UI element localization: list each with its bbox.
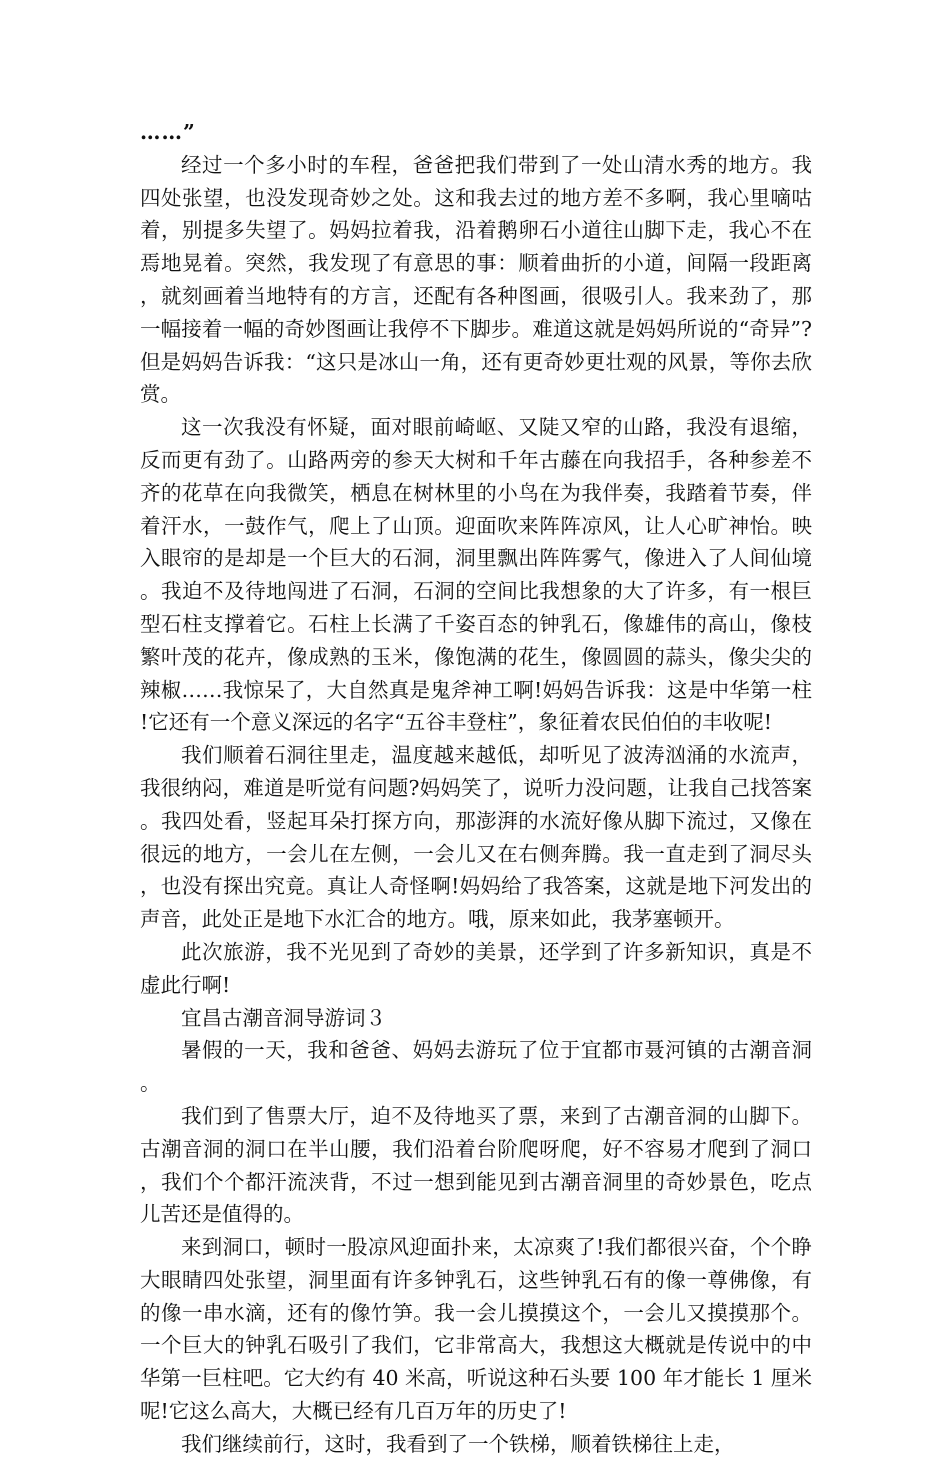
- document-body: [140, 116, 812, 1461]
- section-heading: 宜昌古潮音洞导游词３: [181, 1005, 386, 1030]
- paragraph-trip-summary: 此次旅游，我不光见到了奇妙的美景，还学到了许多新知识，真是不虚此行啊!: [140, 939, 812, 997]
- paragraph-mountain-cave: 这一次我没有怀疑，面对眼前崎岖、又陡又窄的山路，我没有退缩，反而更有劲了。山路两旁的参天大树和千年古藤在向我招手，各种参差不齐的花草在向我微笑，栖息在树林里的小鸟在为我伴奏，我踏着节奏，伴着汗水，一鼓作气，爬上了山顶。迎面吹来阵阵凉风，让人心旷神怡。映入眼帘的是却是一个巨大的石洞，洞里飘出阵阵雾气，像进入了人间仙境。我迫不及待地闯进了石洞，石洞的空间比我想象的大了许多，有一根巨型石柱支撑着它。石柱上长满了千姿百态的钟乳石，像雄伟的高山，像枝繁叶茂的花卉，像成熟的玉米，像饱满的花生，像圆圆的蒜头，像尖尖的辣椒……我惊呆了，大自然真是鬼斧神工啊!妈妈告诉我：这是中华第一柱!它还有一个意义深远的名字“五谷丰登柱”，象征着农民伯伯的丰收呢!: [140, 415, 812, 735]
- paragraph-iron-ladder: 我们继续前行，这时，我看到了一个铁梯，顺着铁梯往上走，: [181, 1431, 735, 1456]
- paragraph-car-ride: 经过一个多小时的车程，爸爸把我们带到了一处山清水秀的地方。我四处张望，也没发现奇妙之处。这和我去过的地方差不多啊，我心里嘀咕着，别提多失望了。妈妈拉着我，沿着鹅卵石小道往山脚下走，我心不在焉地晃着。突然，我发现了有意思的事：顺着曲折的小道，间隔一段距离，就刻画着当地特有的方言，还配有各种图画，很吸引人。我来劲了，那一幅接着一幅的奇妙图画让我停不下脚步。难道这就是妈妈所说的“奇异”?但是妈妈告诉我：“这只是冰山一角，还有更奇妙更壮观的风景，等你去欣赏。: [140, 152, 812, 407]
- lead-fragment: ……”: [140, 120, 196, 144]
- paragraph-summer-day: 暑假的一天，我和爸爸、妈妈去游玩了位于宜都市聂河镇的古潮音洞。: [140, 1038, 812, 1096]
- paragraph-ticket-hall: 我们到了售票大厅，迫不及待地买了票，来到了古潮音洞的山脚下。古潮音洞的洞口在半山腰，我们沿着台阶爬呀爬，好不容易才爬到了洞口，我们个个都汗流浃背，不过一想到能见到古潮音洞里的奇妙景色，吃点儿苦还是值得的。: [140, 1103, 812, 1227]
- paragraph-underground-river: 我们顺着石洞往里走，温度越来越低，却听见了波涛汹涌的水流声，我很纳闷，难道是听觉有问题?妈妈笑了，说听力没问题，让我自己找答案。我四处看，竖起耳朵打探方向，那澎湃的水流好像从脚下流过，又像在很远的地方，一会儿在左侧，一会儿又在右侧奔腾。我一直走到了洞尽头，也没有探出究竟。真让人奇怪啊!妈妈给了我答案，这就是地下河发出的声音，此处正是地下水汇合的地方。哦，原来如此，我茅塞顿开。: [140, 743, 812, 932]
- paragraph-cave-entrance: 来到洞口，顿时一股凉风迎面扑来，太凉爽了!我们都很兴奋，个个睁大眼睛四处张望，洞里面有许多钟乳石，这些钟乳石有的像一尊佛像，有的像一串水滴，还有的像竹笋。我一会儿摸摸这个，一会儿又摸摸那个。一个巨大的钟乳石吸引了我们，它非常高大，我想这大概就是传说中的中华第一巨柱吧。它大约有 40 米高，听说这种石头要 100 年才能长 1 厘米呢!它这么高大，大概已经有几百万年的历史了!: [140, 1235, 812, 1424]
